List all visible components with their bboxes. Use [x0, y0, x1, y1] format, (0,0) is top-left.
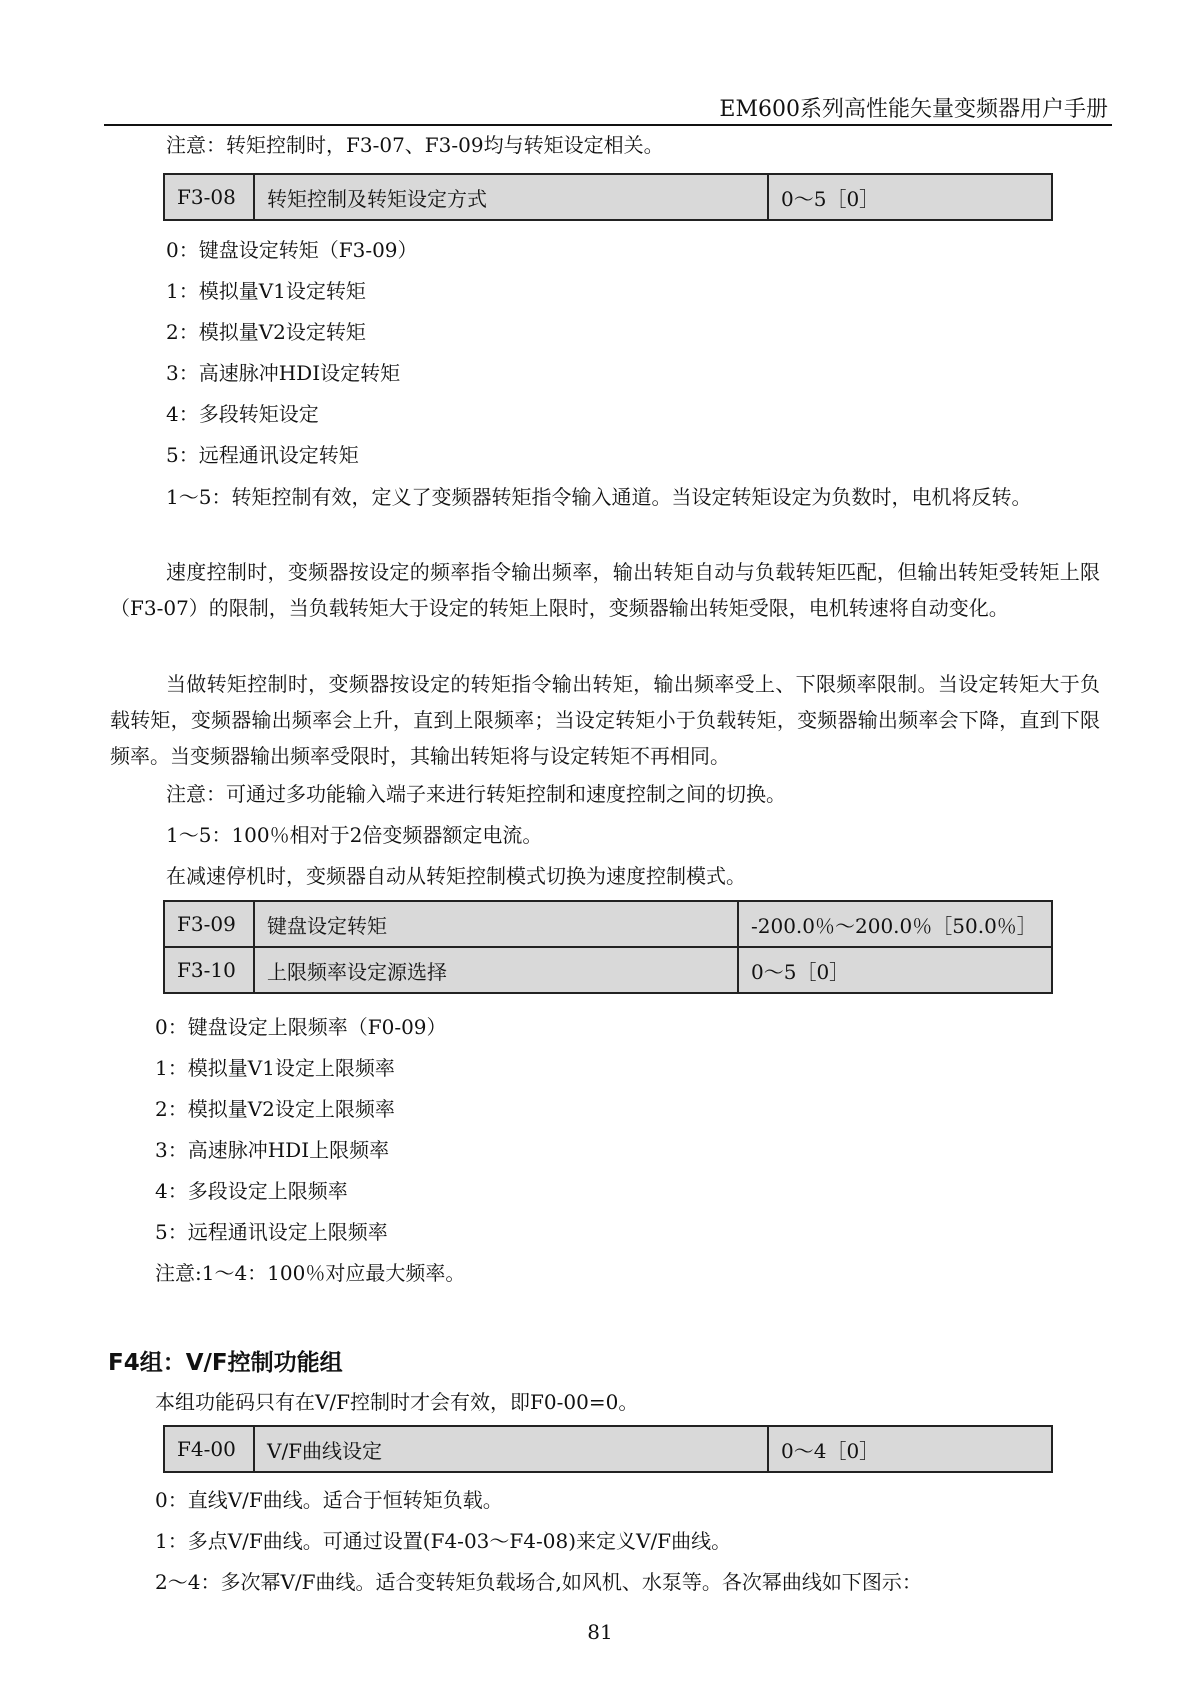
option-item: 3：高速脉冲HDI上限频率	[155, 1138, 390, 1162]
param-code: F3-09	[164, 901, 254, 947]
option-item: 0：键盘设定转矩（F3-09）	[166, 238, 418, 262]
note-line: 注意:1～4：100％对应最大频率。	[155, 1261, 466, 1285]
param-code: F4-00	[164, 1426, 254, 1472]
param-name: 转矩控制及转矩设定方式	[254, 174, 768, 220]
param-range: 0～5［0］	[768, 174, 1052, 220]
section-intro: 本组功能码只有在V/F控制时才会有效，即F0-00=0。	[155, 1390, 639, 1414]
body-paragraph: 当做转矩控制时，变频器按设定的转矩指令输出转矩，输出频率受上、下限频率限制。当设定转矩大于负载转矩，变频器输出频率会上升，直到上限频率；当设定转矩小于负载转矩，变频器输出频率会下降，直到下限频率。当变频器输出频率受限时，其输出转矩将与设定转矩不再相同。	[110, 672, 1100, 768]
param-code: F3-10	[164, 947, 254, 993]
param-range: 0～5［0］	[738, 947, 1052, 993]
param-name: V/F曲线设定	[254, 1426, 768, 1472]
option-item: 5：远程通讯设定上限频率	[155, 1220, 388, 1244]
table-row	[164, 1426, 1052, 1472]
table-row	[164, 947, 1052, 993]
option-item: 1：模拟量V1设定上限频率	[155, 1056, 395, 1080]
option-item: 5：远程通讯设定转矩	[166, 443, 359, 467]
option-item: 4：多段转矩设定	[166, 402, 319, 426]
param-table-f3-09-10	[163, 900, 1053, 994]
param-name: 上限频率设定源选择	[254, 947, 738, 993]
param-range: -200.0％～200.0％［50.0％］	[738, 901, 1052, 947]
param-range: 0～4［0］	[768, 1426, 1052, 1472]
param-table-f3-08	[163, 173, 1053, 221]
option-item: 1：模拟量V1设定转矩	[166, 279, 366, 303]
option-item: 2：模拟量V2设定转矩	[166, 320, 366, 344]
option-item: 4：多段设定上限频率	[155, 1179, 348, 1203]
option-item: 2：模拟量V2设定上限频率	[155, 1097, 395, 1121]
note-line: 在减速停机时，变频器自动从转矩控制模式切换为速度控制模式。	[166, 864, 746, 888]
param-code: F3-08	[164, 174, 254, 220]
option-item: 0：直线V/F曲线。适合于恒转矩负载。	[155, 1488, 503, 1512]
section-title: F4组：V/F控制功能组	[108, 1350, 343, 1376]
note-line: 1～5：100％相对于2倍变频器额定电流。	[166, 823, 543, 847]
running-header: EM600系列高性能矢量变频器用户手册	[719, 97, 1108, 122]
table-row	[164, 901, 1052, 947]
table-row	[164, 174, 1052, 220]
body-paragraph: 1～5：转矩控制有效，定义了变频器转矩指令输入通道。当设定转矩设定为负数时，电机将反转。	[166, 485, 1032, 509]
param-table-f4-00	[163, 1425, 1053, 1473]
option-item: 3：高速脉冲HDI设定转矩	[166, 361, 401, 385]
option-item: 1：多点V/F曲线。可通过设置(F4-03～F4-08)来定义V/F曲线。	[155, 1529, 732, 1553]
body-paragraph: 速度控制时，变频器按设定的频率指令输出频率，输出转矩自动与负载转矩匹配，但输出转矩受转矩上限（F3-07）的限制，当负载转矩大于设定的转矩上限时，变频器输出转矩受限，电机转速将自动变化。	[110, 560, 1100, 620]
note-line: 注意：可通过多功能输入端子来进行转矩控制和速度控制之间的切换。	[166, 782, 786, 806]
torque-note: 注意：转矩控制时，F3-07、F3-09均与转矩设定相关。	[166, 133, 664, 157]
header-rule	[104, 124, 1112, 126]
page-number: 81	[587, 1620, 613, 1644]
option-item: 0：键盘设定上限频率（F0-09）	[155, 1015, 447, 1039]
param-name: 键盘设定转矩	[254, 901, 738, 947]
option-item: 2～4：多次幂V/F曲线。适合变转矩负载场合,如风机、水泵等。各次幂曲线如下图示：	[155, 1570, 922, 1594]
